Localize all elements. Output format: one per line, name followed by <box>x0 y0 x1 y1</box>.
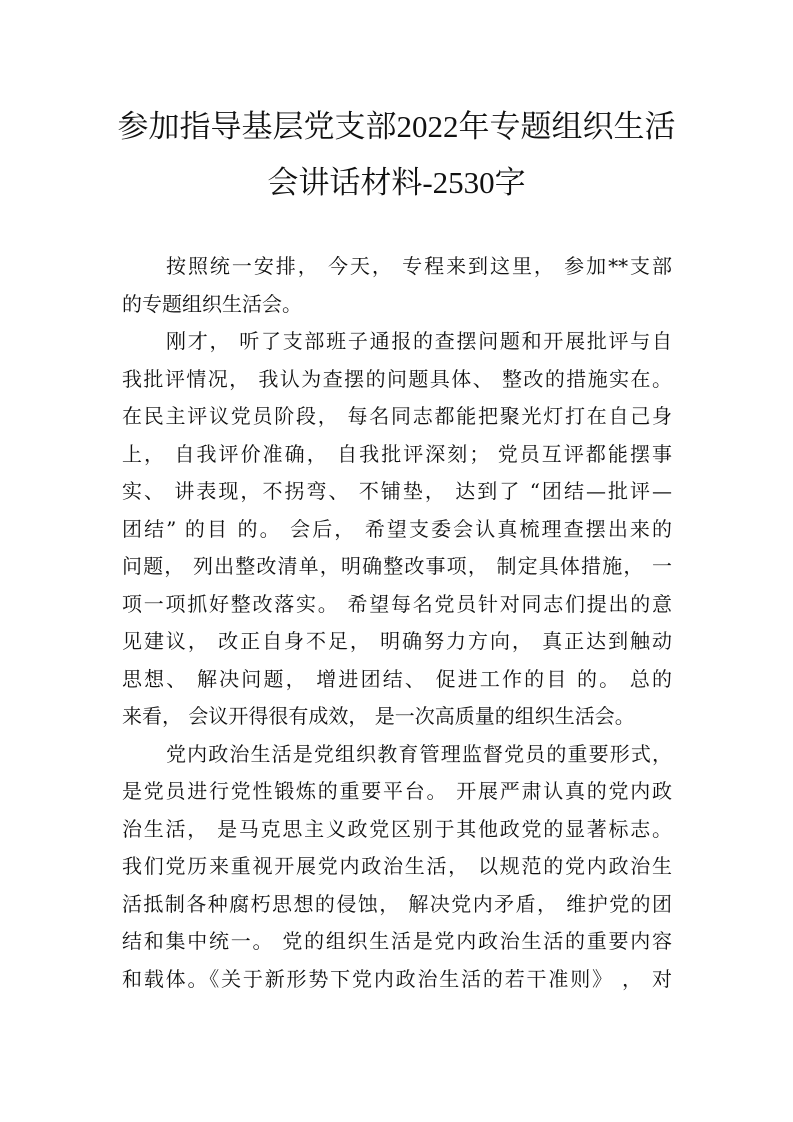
document-body <box>122 248 672 998</box>
document-title-line-1: 参加指导基层党支部2022年专题组织生活 <box>117 109 676 144</box>
paragraph-line: 见建议， 改正自身不足， 明确努力方向， 真正达到触动 <box>122 629 672 653</box>
document-title-line-2: 会讲话材料-2530字 <box>267 165 526 200</box>
paragraph-line: 的专题组织生活会。 <box>122 291 302 316</box>
paragraph-line: 刚才， 听了支部班子通报的查摆问题和开展批评与自 <box>166 329 672 353</box>
paragraph-line: 活抵制各种腐朽思想的侵蚀， 解决党内矛盾， 维护党的团 <box>122 891 672 916</box>
paragraph-line: 我们党历来重视开展党内政治生活， 以规范的党内政治生 <box>122 854 672 878</box>
paragraph-line: 党内政治生活是党组织教育管理监督党员的重要形式， <box>166 741 672 766</box>
paragraph-line: 是党员进行党性锻炼的重要平台。 开展严肃认真的党内政 <box>122 779 672 803</box>
paragraph-line: 上， 自我评价准确， 自我批评深刻； 党员互评都能摆事 <box>122 441 672 466</box>
paragraph-line: 在民主评议党员阶段， 每名同志都能把聚光灯打在自己身 <box>122 404 672 428</box>
paragraph-line: 实、 讲表现，不拐弯、 不铺垫， 达到了 “团结—批评— <box>122 479 672 503</box>
paragraph-line: 来看， 会议开得很有成效， 是一次高质量的组织生活会。 <box>122 704 635 728</box>
paragraph-line: 结和集中统一。 党的组织生活是党内政治生活的重要内容 <box>122 929 672 953</box>
paragraph-line: 团结” 的目 的。 会后， 希望支委会认真梳理查摆出来的 <box>122 516 672 541</box>
paragraph-line: 我批评情况， 我认为查摆的问题具体、 整改的措施实在。 <box>122 366 672 391</box>
paragraph-line: 按照统一安排， 今天， 专程来到这里， 参加**支部 <box>166 254 672 278</box>
paragraph-line: 问题， 列出整改清单，明确整改事项， 制定具体措施， 一 <box>122 554 672 578</box>
paragraph-line: 和载体。《关于新形势下党内政治生活的若干准则》 ， 对 <box>122 966 672 991</box>
paragraph-line: 治生活， 是马克思主义政党区别于其他政党的显著标志。 <box>122 816 672 841</box>
paragraph-line: 思想、 解决问题， 增进团结、 促进工作的目 的。 总的 <box>122 666 672 691</box>
paragraph-line: 项一项抓好整改落实。 希望每名党员针对同志们提出的意 <box>122 591 672 616</box>
